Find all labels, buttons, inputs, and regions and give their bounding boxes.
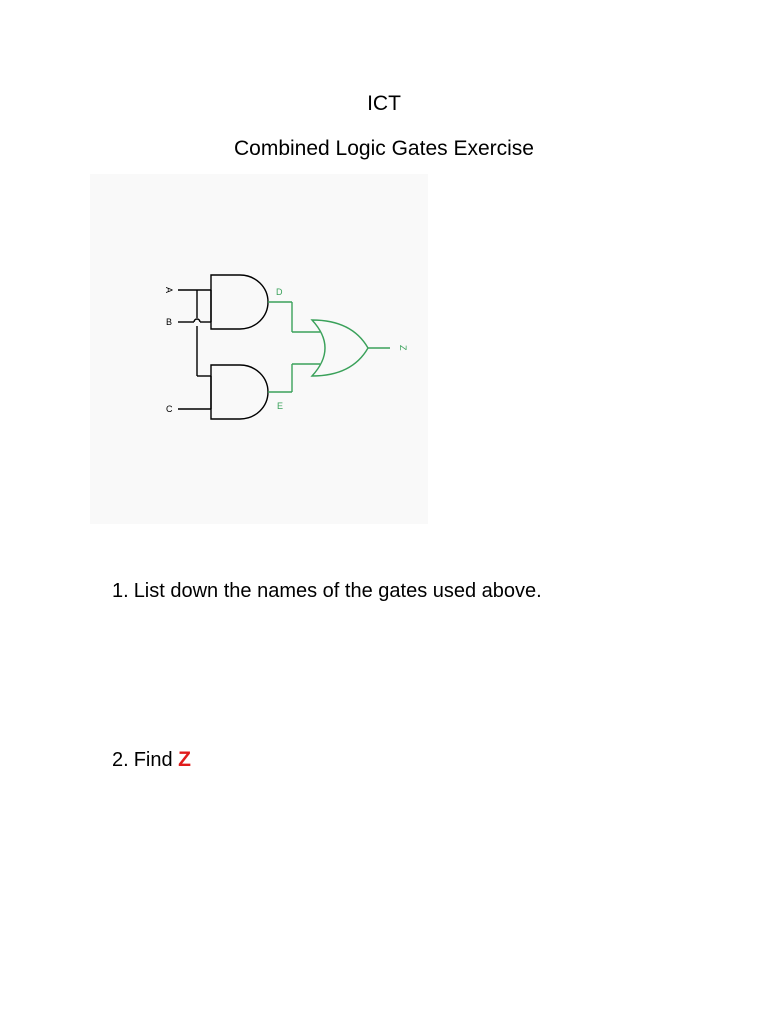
question-2 xyxy=(112,748,191,772)
page-title: Combined Logic Gates Exercise xyxy=(234,137,534,160)
question-number: 1. xyxy=(112,580,129,602)
wire-b-crossover xyxy=(194,319,200,322)
label-e: E xyxy=(277,401,284,411)
subject-heading: ICT xyxy=(367,92,401,115)
highlighted-variable: Z xyxy=(178,748,191,771)
question-1 xyxy=(112,580,542,603)
label-b: B xyxy=(166,317,173,327)
and-gate-top xyxy=(211,275,268,329)
question-number: 2. xyxy=(112,749,129,771)
label-a: A xyxy=(164,287,174,294)
logic-circuit-svg xyxy=(90,174,428,524)
logic-circuit-diagram xyxy=(90,174,428,524)
question-text: List down the names of the gates used above. xyxy=(133,580,542,602)
label-z: Z xyxy=(398,345,408,351)
label-d: D xyxy=(276,287,283,297)
question-text: Find xyxy=(133,749,173,771)
or-gate xyxy=(312,320,368,376)
and-gate-bottom xyxy=(211,365,268,419)
label-c: C xyxy=(166,404,173,414)
